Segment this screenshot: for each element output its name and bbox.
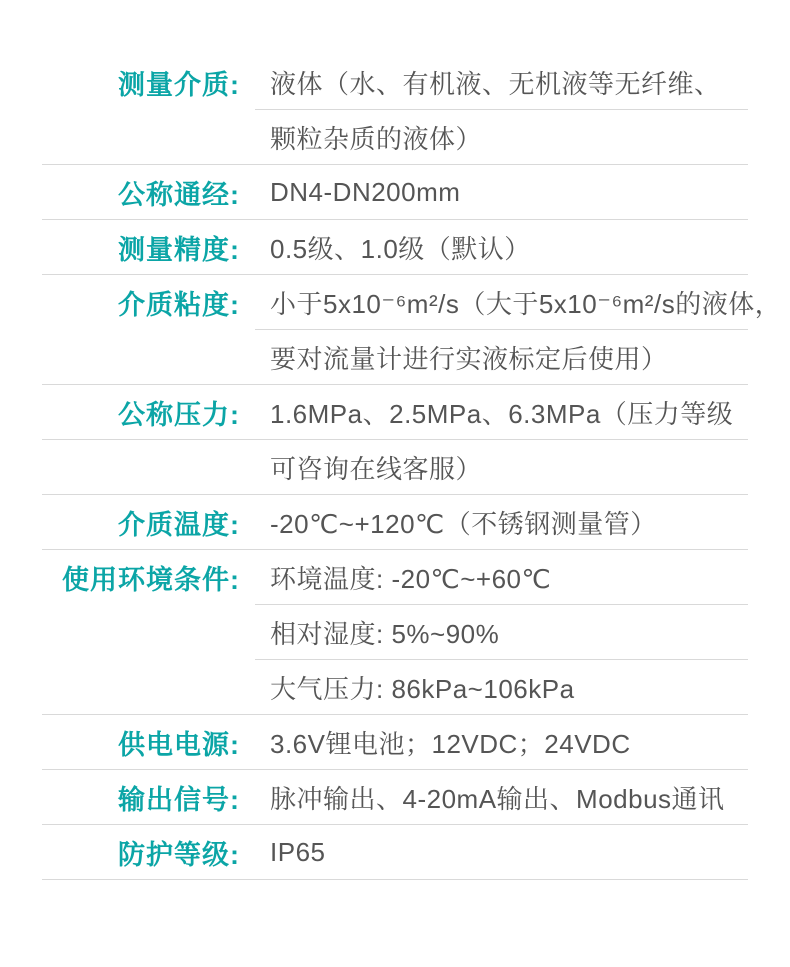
spec-table xyxy=(0,55,790,880)
row-divider xyxy=(42,879,748,880)
spec-label: 使用环境条件: xyxy=(62,565,240,595)
spec-label: 公称压力: xyxy=(118,400,240,430)
spec-row xyxy=(0,770,790,825)
spec-value: 颗粒杂质的液体） xyxy=(270,124,483,154)
spec-label: 输出信号: xyxy=(118,785,240,815)
spec-row xyxy=(0,110,790,165)
spec-value: 可咨询在线客服） xyxy=(270,454,483,484)
spec-label: 介质粘度: xyxy=(118,290,240,320)
spec-row xyxy=(0,330,790,385)
spec-label: 介质温度: xyxy=(118,510,240,540)
spec-row xyxy=(0,605,790,660)
spec-value: 脉冲输出、4-20mA输出、Modbus通讯 xyxy=(270,784,725,814)
spec-value: 3.6V锂电池；12VDC；24VDC xyxy=(270,729,631,759)
spec-label: 防护等级: xyxy=(118,840,240,870)
spec-value: 相对湿度: 5%~90% xyxy=(270,619,500,649)
spec-value: 环境温度: -20℃~+60℃ xyxy=(270,564,552,594)
spec-value: 1.6MPa、2.5MPa、6.3MPa（压力等级 xyxy=(270,399,734,429)
spec-label: 公称通经: xyxy=(118,180,240,210)
spec-row xyxy=(0,825,790,880)
spec-row xyxy=(0,715,790,770)
spec-row xyxy=(0,165,790,220)
spec-value: 大气压力: 86kPa~106kPa xyxy=(270,674,575,704)
spec-value: DN4-DN200mm xyxy=(270,177,461,207)
spec-value: 液体（水、有机液、无机液等无纤维、 xyxy=(270,69,721,99)
spec-label: 测量介质: xyxy=(118,70,240,100)
spec-row xyxy=(0,660,790,715)
spec-label: 供电电源: xyxy=(118,730,240,760)
spec-value: 0.5级、1.0级（默认） xyxy=(270,234,531,264)
spec-row xyxy=(0,550,790,605)
spec-label: 测量精度: xyxy=(118,235,240,265)
spec-row xyxy=(0,385,790,440)
spec-value: 小于5x10⁻⁶m²/s（大于5x10⁻⁶m²/s的液体， xyxy=(270,289,782,319)
spec-row xyxy=(0,440,790,495)
spec-row xyxy=(0,275,790,330)
spec-row xyxy=(0,220,790,275)
spec-value: -20℃~+120℃（不锈钢测量管） xyxy=(270,509,657,539)
spec-value: IP65 xyxy=(270,837,326,867)
spec-row xyxy=(0,495,790,550)
spec-value: 要对流量计进行实液标定后使用） xyxy=(270,344,668,374)
spec-row xyxy=(0,55,790,110)
